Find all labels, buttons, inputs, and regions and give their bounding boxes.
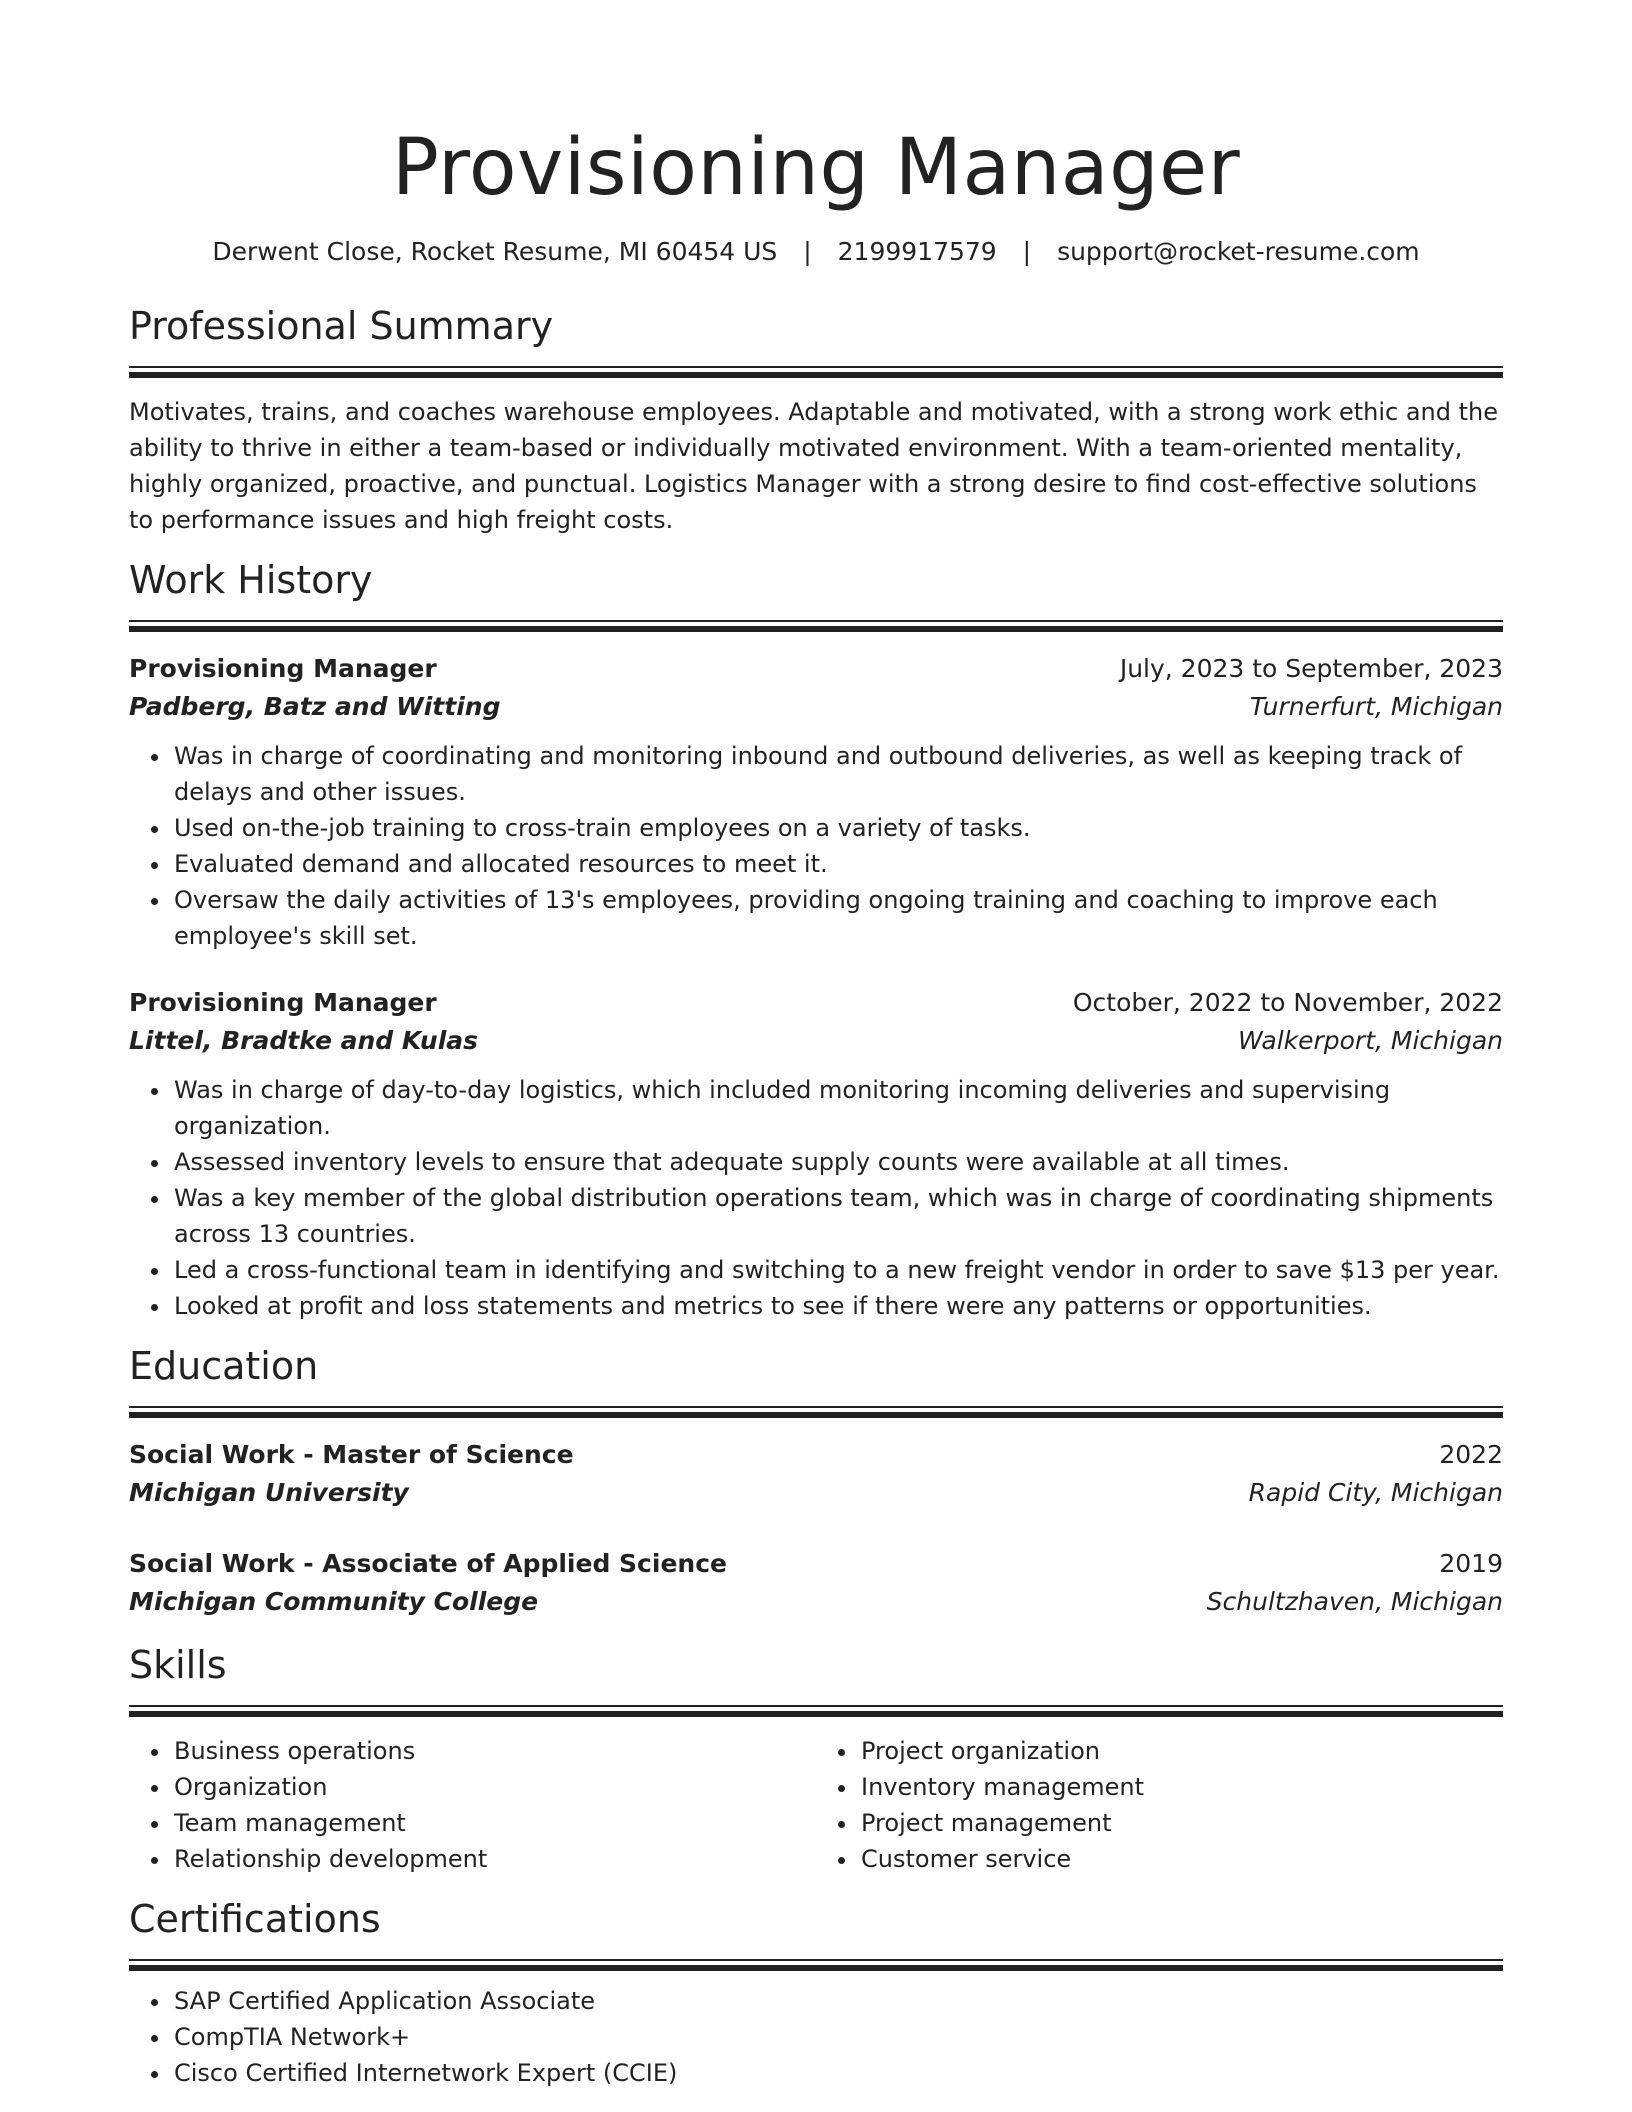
resume-name: Provisioning Manager (391, 123, 1241, 213)
certifications-section (129, 1893, 1503, 2091)
education-school-row (129, 1583, 1503, 1621)
education-school: Michigan Community College (129, 1587, 539, 1616)
education-school-row (129, 1474, 1503, 1512)
skills-heading: Skills (129, 1643, 227, 1687)
contact-separator: | (1022, 237, 1032, 266)
education-year: 2019 (1439, 1549, 1503, 1578)
work-history-heading: Work History (129, 558, 373, 602)
list-item: • Used on-the-job training to cross-train employees on a variety of tasks. (172, 810, 1503, 846)
job-location: Walkerport, Michigan (1238, 1026, 1503, 1055)
contact-line (129, 234, 1503, 270)
job-title: Provisioning Manager (129, 654, 437, 683)
certifications-list (129, 1983, 1503, 2091)
list-item: • Oversaw the daily activities of 13's employees, providing ongoing training and coaching to improve each employee's skill set. (172, 882, 1503, 954)
job-bullets (129, 738, 1503, 954)
list-item: • Business operations (172, 1733, 816, 1769)
contact-address: Derwent Close, Rocket Resume, MI 60454 US (212, 237, 778, 266)
list-item: • Was in charge of day-to-day logistics, which included monitoring incoming deliveries and supervising organization. (172, 1072, 1503, 1144)
section-divider (129, 1705, 1503, 1717)
list-item: • Led a cross-functional team in identifying and switching to a new freight vendor in order to save $13 per year. (172, 1252, 1503, 1288)
job-dates: October, 2022 to November, 2022 (1072, 988, 1503, 1017)
skills-grid (129, 1725, 1503, 1877)
list-item: • CompTIA Network+ (172, 2019, 1503, 2055)
list-item: • Relationship development (172, 1841, 816, 1877)
education-school: Michigan University (129, 1478, 409, 1507)
skills-column-right (816, 1733, 1503, 1877)
job-company-row (129, 1022, 1503, 1060)
list-item: • Organization (172, 1769, 816, 1805)
list-item: • Inventory management (859, 1769, 1503, 1805)
education-year: 2022 (1439, 1440, 1503, 1469)
summary-heading: Professional Summary (129, 304, 554, 348)
skills-column-left (129, 1733, 816, 1877)
section-divider (129, 1959, 1503, 1971)
list-item: • Project management (859, 1805, 1503, 1841)
list-item: • Looked at profit and loss statements and metrics to see if there were any patterns or opportunities. (172, 1288, 1503, 1324)
section-divider (129, 1406, 1503, 1418)
list-item: • Evaluated demand and allocated resources to meet it. (172, 846, 1503, 882)
education-location: Rapid City, Michigan (1248, 1478, 1503, 1507)
education-entry (129, 1545, 1503, 1621)
list-item: • Was in charge of coordinating and monitoring inbound and outbound deliveries, as well as keeping track of delays and other issues. (172, 738, 1503, 810)
job-dates: July, 2023 to September, 2023 (1119, 654, 1503, 683)
job-company: Littel, Bradtke and Kulas (129, 1026, 479, 1055)
work-history-section (129, 554, 1503, 1324)
summary-text: Motivates, trains, and coaches warehouse employees. Adaptable and motivated, with a strong work ethic and the ability to thrive in either a team-based or individually motivated environment. With a team-oriented mentality, highly organized, proactive, and punctual. Logistics Manager with a strong desire to find cost-effective solutions to performance issues and high freight costs. (129, 398, 1499, 534)
job-bullets (129, 1072, 1503, 1324)
list-item: • Project organization (859, 1733, 1503, 1769)
list-item: • Customer service (859, 1841, 1503, 1877)
certifications-heading: Certifications (129, 1897, 381, 1941)
education-header-row (129, 1436, 1503, 1474)
summary-section (129, 300, 1503, 538)
job-location: Turnerfurt, Michigan (1249, 692, 1503, 721)
list-item: • SAP Certified Application Associate (172, 1983, 1503, 2019)
job-header-row (129, 984, 1503, 1022)
section-divider (129, 620, 1503, 632)
job-entry (129, 650, 1503, 954)
section-divider (129, 366, 1503, 378)
education-header-row (129, 1545, 1503, 1583)
job-company: Padberg, Batz and Witting (129, 692, 501, 721)
skills-section (129, 1639, 1503, 1877)
list-item: • Assessed inventory levels to ensure that adequate supply counts were available at all times. (172, 1144, 1503, 1180)
job-company-row (129, 688, 1503, 726)
education-heading: Education (129, 1344, 319, 1388)
list-item: • Cisco Certified Internetwork Expert (CCIE) (172, 2055, 1503, 2091)
job-title: Provisioning Manager (129, 988, 437, 1017)
list-item: • Team management (172, 1805, 816, 1841)
contact-phone: 2199917579 (837, 237, 997, 266)
contact-separator: | (803, 237, 812, 266)
education-location: Schultzhaven, Michigan (1206, 1587, 1503, 1616)
job-entry (129, 984, 1503, 1324)
list-item: • Was a key member of the global distribution operations team, which was in charge of coordinating shipments across 13 countries. (172, 1180, 1503, 1252)
job-header-row (129, 650, 1503, 688)
education-section (129, 1340, 1503, 1621)
education-degree: Social Work - Associate of Applied Science (129, 1549, 727, 1578)
education-degree: Social Work - Master of Science (129, 1440, 574, 1469)
contact-email: support@rocket-resume.com (1057, 237, 1420, 266)
education-entry (129, 1436, 1503, 1512)
